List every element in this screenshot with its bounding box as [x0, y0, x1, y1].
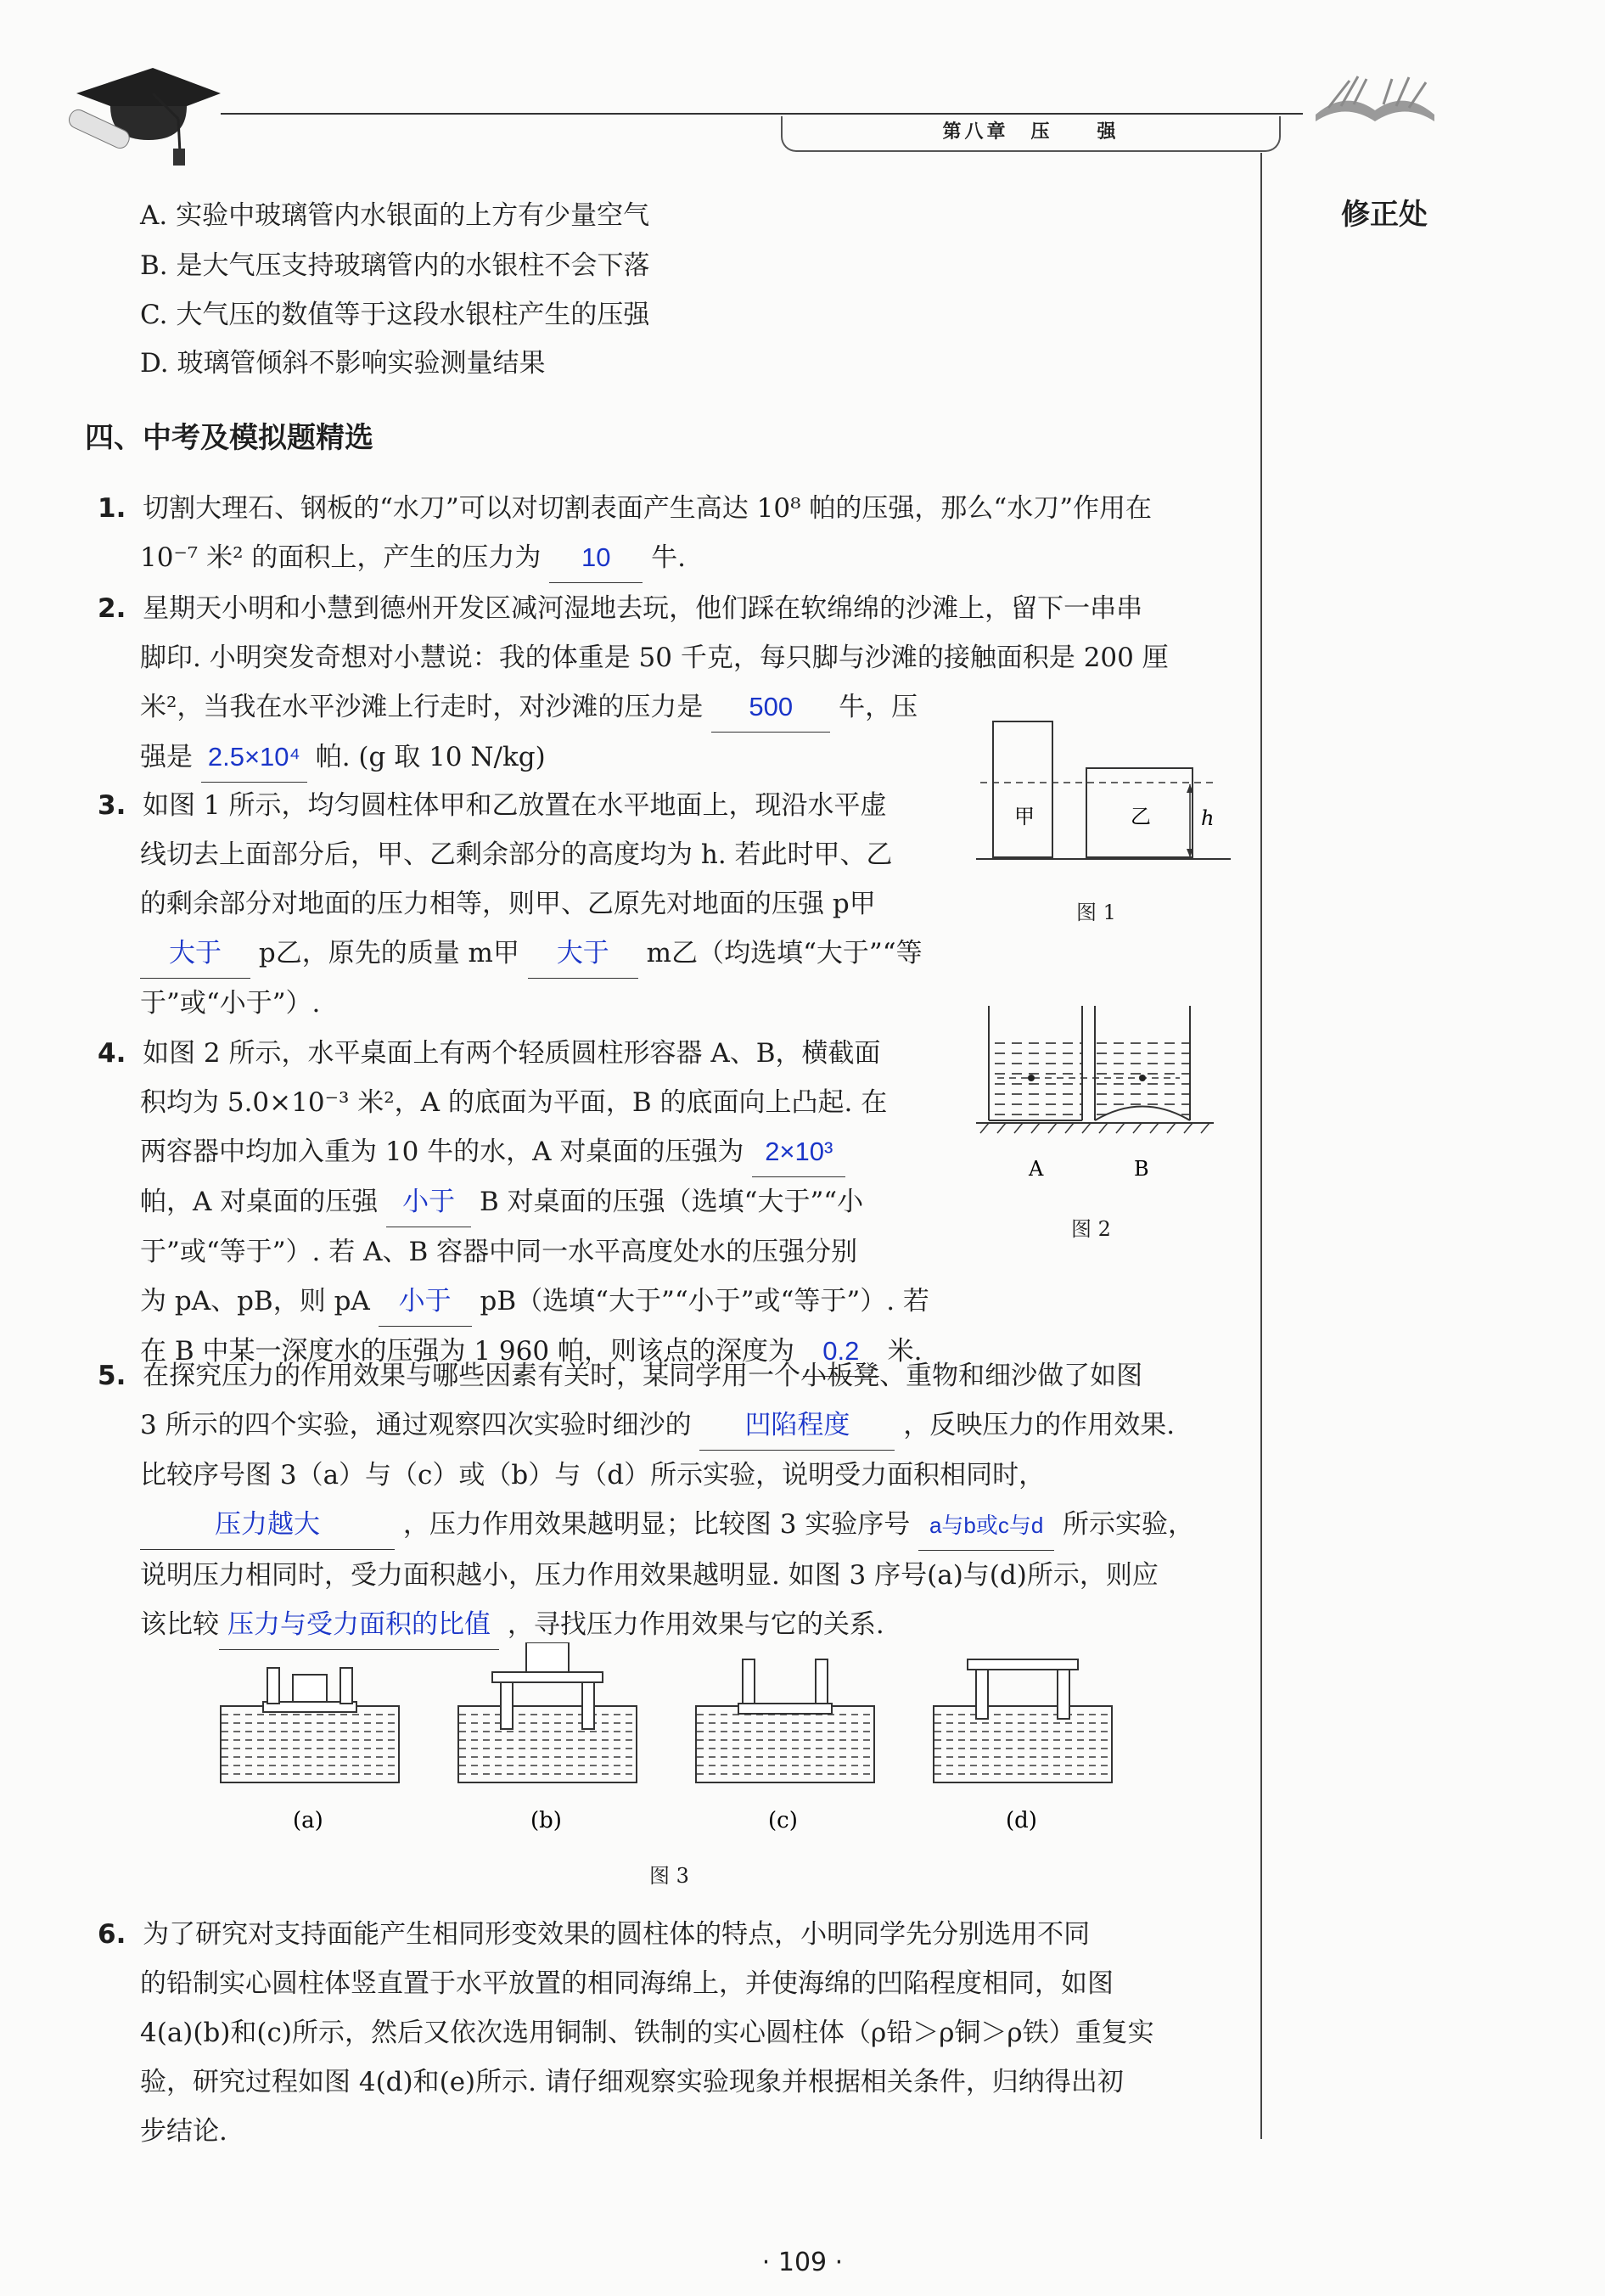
header-rule [221, 113, 1303, 115]
question-text: 10⁻⁷ 米² 的面积上，产生的压力为 [140, 542, 542, 573]
question-text: 验，研究过程如图 4(d)和(e)所示. 请仔细观察实验现象并根据相关条件，归纳得出初 [140, 2067, 1124, 2097]
figure-2-caption: 图 2 [1071, 1217, 1111, 1241]
question-6 [98, 1910, 1260, 2156]
fig2-label-a: A [1029, 1157, 1044, 1181]
question-text: 步结论. [140, 2116, 227, 2147]
answer-field[interactable]: 0.2 [803, 1327, 879, 1377]
question-text: 线切去上面部分后，甲、乙剩余部分的高度均为 h. 若此时甲、乙 [140, 839, 893, 870]
question-text: 的剩余部分对地面的压力相等，则甲、乙原先对地面的压强 p甲 [140, 889, 876, 919]
fig3-panel-d [934, 1659, 1112, 1782]
graduation-cap-icon [59, 59, 229, 170]
question-5 [98, 1351, 1260, 1650]
fig1-label-yi: 乙 [1131, 805, 1151, 828]
answer-field[interactable]: 大于 [140, 929, 250, 979]
question-number: 3. [98, 790, 126, 821]
question-text: 帕，A 对桌面的压强 [140, 1187, 379, 1217]
correction-label: 修正处 [1341, 198, 1428, 232]
figure-3-caption: 图 3 [649, 1864, 689, 1888]
fig3-label-b: (b) [530, 1808, 562, 1833]
question-text: p乙，原先的质量 m甲 [258, 938, 519, 968]
question-text: pB（选填“大于”“小于”或“等于”）. 若 [480, 1286, 929, 1316]
figure-1-caption: 图 1 [1076, 901, 1116, 924]
question-text: 比较序号图 3（a）与（c）或（b）与（d）所示实验，说明受力面积相同时， [140, 1460, 1046, 1490]
question-text: m乙（均选填“大于”“等 [646, 938, 923, 968]
fig3-label-d: (d) [1006, 1808, 1037, 1833]
option-b: B. 是大气压支持玻璃管内的水银柱不会下落 [140, 250, 650, 281]
option-c: C. 大气压的数值等于这段水银柱产生的压强 [140, 300, 650, 330]
question-text: ，压力作用效果越明显；比较图 3 实验序号 [402, 1509, 911, 1540]
question-text: 说明压力相同时，受力面积越小，压力作用效果越明显. 如图 3 序号(a)与(d)所示，则应 [140, 1560, 1159, 1591]
question-text: 切割大理石、钢板的“水刀”可以对切割表面产生高达 10⁸ 帕的压强，那么“水刀”作用在 [143, 493, 1153, 524]
question-number: 5. [98, 1361, 126, 1391]
question-text: 米²，当我在水平沙滩上行走时，对沙滩的压力是 [140, 692, 704, 722]
fig1-label-jia: 甲 [1014, 805, 1035, 828]
fig3-panel-a [221, 1668, 399, 1782]
section-title: 四、中考及模拟题精选 [85, 421, 373, 455]
question-text: 3 所示的四个实验，通过观察四次实验时细沙的 [140, 1410, 692, 1440]
answer-field[interactable]: 凹陷程度 [699, 1401, 895, 1451]
figure-1 [976, 713, 1239, 883]
answer-field[interactable]: a与b或c与d [918, 1501, 1054, 1551]
question-text: 强是 [140, 742, 193, 772]
answer-field[interactable]: 小于 [379, 1277, 472, 1327]
answer-field[interactable]: 10 [549, 533, 643, 583]
figure-3 [208, 1642, 1142, 1846]
question-text: 脚印. 小明突发奇想对小慧说：我的体重是 50 千克，每只脚与沙滩的接触面积是 200 厘 [140, 643, 1169, 673]
question-text: 积均为 5.0×10⁻³ 米²，A 的底面为平面，B 的底面向上凸起. 在 [140, 1087, 888, 1118]
question-text: 为 pA、pB，则 pA [140, 1286, 370, 1316]
answer-field[interactable]: 500 [711, 682, 830, 733]
fig3-panel-c [696, 1659, 874, 1782]
question-text: 于”或“等于”）. 若 A、B 容器中同一水平高度处水的压强分别 [140, 1237, 858, 1267]
question-text: 该比较 [140, 1609, 219, 1640]
question-number: 4. [98, 1038, 126, 1069]
question-text: 帕. (g 取 10 N/kg) [315, 742, 546, 772]
option-d: D. 玻璃管倾斜不影响实验测量结果 [140, 348, 546, 379]
question-text: 的铅制实心圆柱体竖直置于水平放置的相同海绵上，并使海绵的凹陷程度相同，如图 [140, 1968, 1114, 1999]
fig3-panel-b [458, 1642, 637, 1782]
question-number: 1. [98, 493, 126, 524]
answer-field[interactable]: 压力与受力面积的比值 [219, 1600, 499, 1650]
question-number: 6. [98, 1919, 126, 1950]
question-text: 所示实验， [1063, 1509, 1195, 1540]
question-text: 为了研究对支持面能产生相同形变效果的圆柱体的特点，小明同学先分别选用不同 [143, 1919, 1091, 1950]
question-text: 在 B 中某一深度水的压强为 1 960 帕，则该点的深度为 [140, 1336, 794, 1367]
question-text: ，寻找压力作用效果与它的关系. [507, 1609, 884, 1640]
page-number: · 109 · [761, 2248, 844, 2277]
question-text: 如图 1 所示，均匀圆柱体甲和乙放置在水平地面上，现沿水平虚 [143, 790, 887, 821]
question-text: 如图 2 所示，水平桌面上有两个轻质圆柱形容器 A、B，横截面 [143, 1038, 881, 1069]
fig2-label-b: B [1134, 1157, 1149, 1181]
question-text: ，反映压力的作用效果. [903, 1410, 1176, 1440]
question-text: 两容器中均加入重为 10 牛的水，A 对桌面的压强为 [140, 1137, 744, 1167]
question-text: 牛. [651, 542, 686, 573]
fig1-label-h: h [1201, 806, 1215, 830]
open-book-icon [1311, 72, 1439, 127]
answer-field[interactable]: 2.5×10⁴ [201, 733, 307, 783]
question-text: 4(a)(b)和(c)所示，然后又依次选用铜制、铁制的实心圆柱体（ρ铅＞ρ铜＞ρ铁）重复实 [140, 2018, 1154, 2048]
option-a: A. 实验中玻璃管内水银面的上方有少量空气 [140, 200, 650, 231]
answer-field[interactable]: 小于 [386, 1177, 471, 1227]
question-4 [98, 1029, 955, 1377]
question-text: 于”或“小于”）. [140, 988, 321, 1019]
question-1 [98, 484, 1260, 583]
question-text: 牛，压 [839, 692, 918, 722]
answer-field[interactable]: 压力越大 [140, 1500, 395, 1550]
question-text: 米. [887, 1336, 923, 1367]
margin-divider [1260, 153, 1262, 2139]
question-text: B 对桌面的压强（选填“大于”“小 [479, 1187, 864, 1217]
fig3-label-c: (c) [768, 1808, 798, 1833]
answer-field[interactable]: 大于 [528, 929, 638, 979]
question-3 [98, 781, 955, 1028]
question-number: 2. [98, 593, 126, 624]
question-text: 星期天小明和小慧到德州开发区减河湿地去玩，他们踩在软绵绵的沙滩上，留下一串串 [143, 593, 1143, 624]
figure-2 [976, 997, 1239, 1193]
answer-field[interactable]: 2×10³ [752, 1127, 845, 1177]
question-text: 在探究压力的作用效果与哪些因素有关时，某同学用一个小板凳、重物和细沙做了如图 [143, 1361, 1143, 1391]
fig3-label-a: (a) [293, 1808, 323, 1833]
chapter-title: 第八章 压 强 [781, 116, 1281, 152]
